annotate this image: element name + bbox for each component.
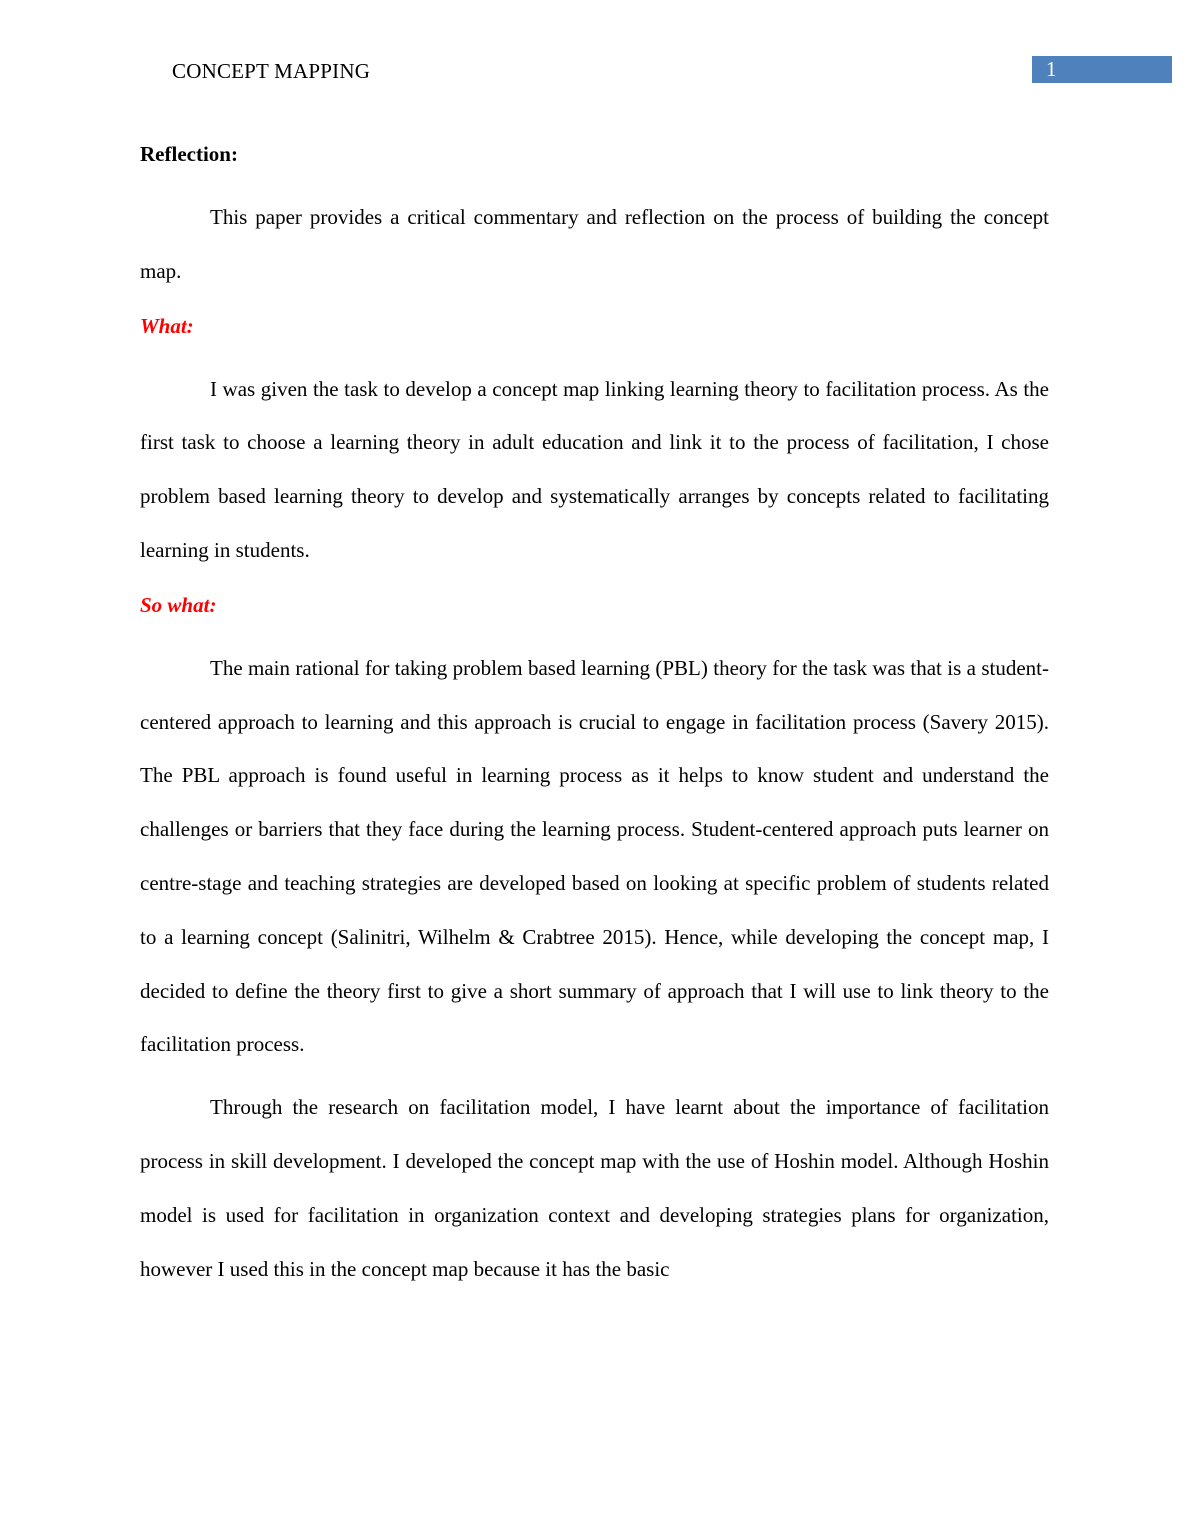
paragraph-reflection-intro: This paper provides a critical commentary and reflection on the process of building the concept map. [140, 205, 1049, 283]
page-number-badge [1032, 56, 1172, 83]
paragraph-so-what-pbl: The main rational for taking problem based learning (PBL) theory for the task was that is a student-centered approach to learning and this approach is crucial to engage in facilitation process (Savery 2015). The PBL approach is found useful in learning process as it helps to know student and understand the challenges or barriers that they face during the learning process. Student-centered approach puts learner on centre-stage and teaching strategies are developed based on looking at specific problem of students related to a learning concept (Salinitri, Wilhelm & Crabtree 2015). Hence, while developing the concept map, I decided to define the theory first to give a short summary of approach that I will use to link theory to the facilitation process. [140, 655, 1049, 1057]
heading-so-what: So what: [140, 592, 217, 617]
page-number: 1 [1046, 57, 1057, 81]
paragraph-what: I was given the task to develop a concept map linking learning theory to facilitation process. As the first task to choose a learning theory in adult education and link it to the process of facilitation, I chose problem based learning theory to develop and systematically arranges by concepts related to facilitating learning in students. [140, 376, 1049, 562]
document-body [140, 136, 1049, 1296]
running-head: CONCEPT MAPPING [172, 59, 371, 83]
paragraph-so-what-hoshin: Through the research on facilitation model, I have learnt about the importance of facilitation process in skill development. I developed the concept map with the use of Hoshin model. Although Hoshin model is used for facilitation in organization context and developing strategies plans for organization, however I used this in the concept map because it has the basic [140, 1095, 1049, 1281]
heading-what: What: [140, 313, 194, 338]
heading-reflection: Reflection: [140, 142, 238, 166]
